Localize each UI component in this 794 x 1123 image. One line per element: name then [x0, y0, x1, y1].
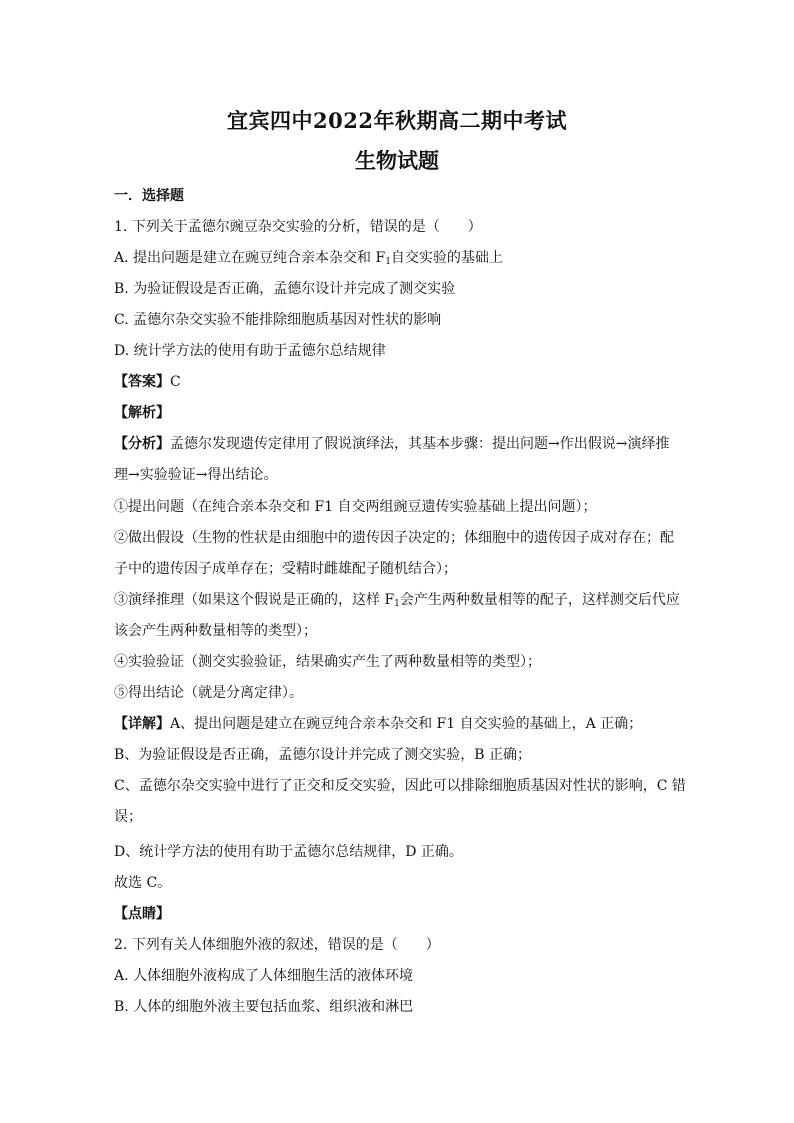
- answer-tag: 【答案】: [114, 374, 170, 390]
- fenxi-text: 孟德尔发现遗传定律用了假说演绎法，其基本步骤：提出问题→作出假说→演绎推: [170, 436, 670, 452]
- page-title: 宜宾四中2022年秋期高二期中考试: [227, 108, 567, 133]
- detail-a-line: [114, 714, 684, 734]
- step-2-line-2: 子中的遗传因子成单存在；受精时雌雄配子随机结合）；: [114, 561, 457, 577]
- step-3-text: ③演绎推理（如果这个假说是正确的，这样 F: [114, 592, 395, 608]
- q1-stem: 1. 下列关于孟德尔豌豆杂交实验的分析，错误的是（ ）: [114, 219, 482, 235]
- detail-c-line-1: C、孟德尔杂交实验中进行了正交和反交实验，因此可以排除细胞质基因对性状的影响，C 错: [114, 778, 686, 794]
- q1-option-a-subscript: 1: [385, 257, 391, 267]
- fenxi-line-2: 理→实验验证→得出结论。: [114, 467, 278, 483]
- step-2-line-1: ②做出假设（生物的性状是由细胞中的遗传因子决定的；体细胞中的遗传因子成对存在；配: [114, 530, 674, 546]
- page-subtitle: 生物试题: [355, 148, 439, 173]
- step-5: ⑤得出结论（就是分离定律）。: [114, 685, 303, 701]
- fenxi-tag: 【分析】: [114, 436, 170, 452]
- detail-a: A、提出问题是建立在豌豆纯合亲本杂交和 F1 自交实验的基础上，A 正确；: [170, 716, 643, 732]
- q1-option-c: C. 孟德尔杂交实验不能排除细胞质基因对性状的影响: [114, 312, 442, 328]
- q2-option-a: A. 人体细胞外液构成了人体细胞生活的液体环境: [114, 968, 414, 984]
- step-3-text-end: 会产生两种数量相等的配子，这样测交后代应: [399, 592, 680, 608]
- xiangjie-tag: 【详解】: [114, 716, 170, 732]
- q1-option-d: D. 统计学方法的使用有助于孟德尔总结规律: [114, 343, 386, 359]
- dianjing-tag: 【点睛】: [114, 906, 170, 922]
- fenxi-line-1: [114, 434, 684, 454]
- step-3-subscript: 1: [394, 599, 400, 609]
- analysis-tag: 【解析】: [114, 405, 170, 421]
- q1-option-a: [114, 248, 684, 268]
- step-3-line-1: [114, 590, 684, 610]
- conclusion: 故选 C。: [114, 875, 172, 891]
- detail-c-line-2: 误；: [114, 809, 142, 825]
- step-1: ①提出问题（在纯合亲本杂交和 F1 自交两组豌豆遗传实验基础上提出问题）；: [114, 499, 597, 515]
- q2-option-b: B. 人体的细胞外液主要包括血浆、组织液和淋巴: [114, 999, 414, 1015]
- step-4: ④实验验证（测交实验验证，结果确实产生了两种数量相等的类型）；: [114, 654, 541, 670]
- q1-option-b: B. 为验证假设是否正确，孟德尔设计并完成了测交实验: [114, 281, 456, 297]
- detail-b: B、为验证假设是否正确，孟德尔设计并完成了测交实验，B 正确；: [114, 747, 532, 763]
- step-3-line-2: 该会产生两种数量相等的类型）；: [114, 623, 317, 639]
- q2-stem: 2. 下列有关人体细胞外液的叙述，错误的是（ ）: [114, 937, 440, 953]
- q1-option-a-text: A. 提出问题是建立在豌豆纯合亲本杂交和 F: [114, 250, 386, 266]
- answer-value: C: [170, 374, 181, 390]
- detail-d: D、统计学方法的使用有助于孟德尔总结规律，D 正确。: [114, 844, 463, 860]
- q1-option-a-text-end: 自交实验的基础上: [390, 250, 503, 266]
- q1-answer: [114, 372, 684, 392]
- section-heading: 一．选择题: [114, 188, 184, 204]
